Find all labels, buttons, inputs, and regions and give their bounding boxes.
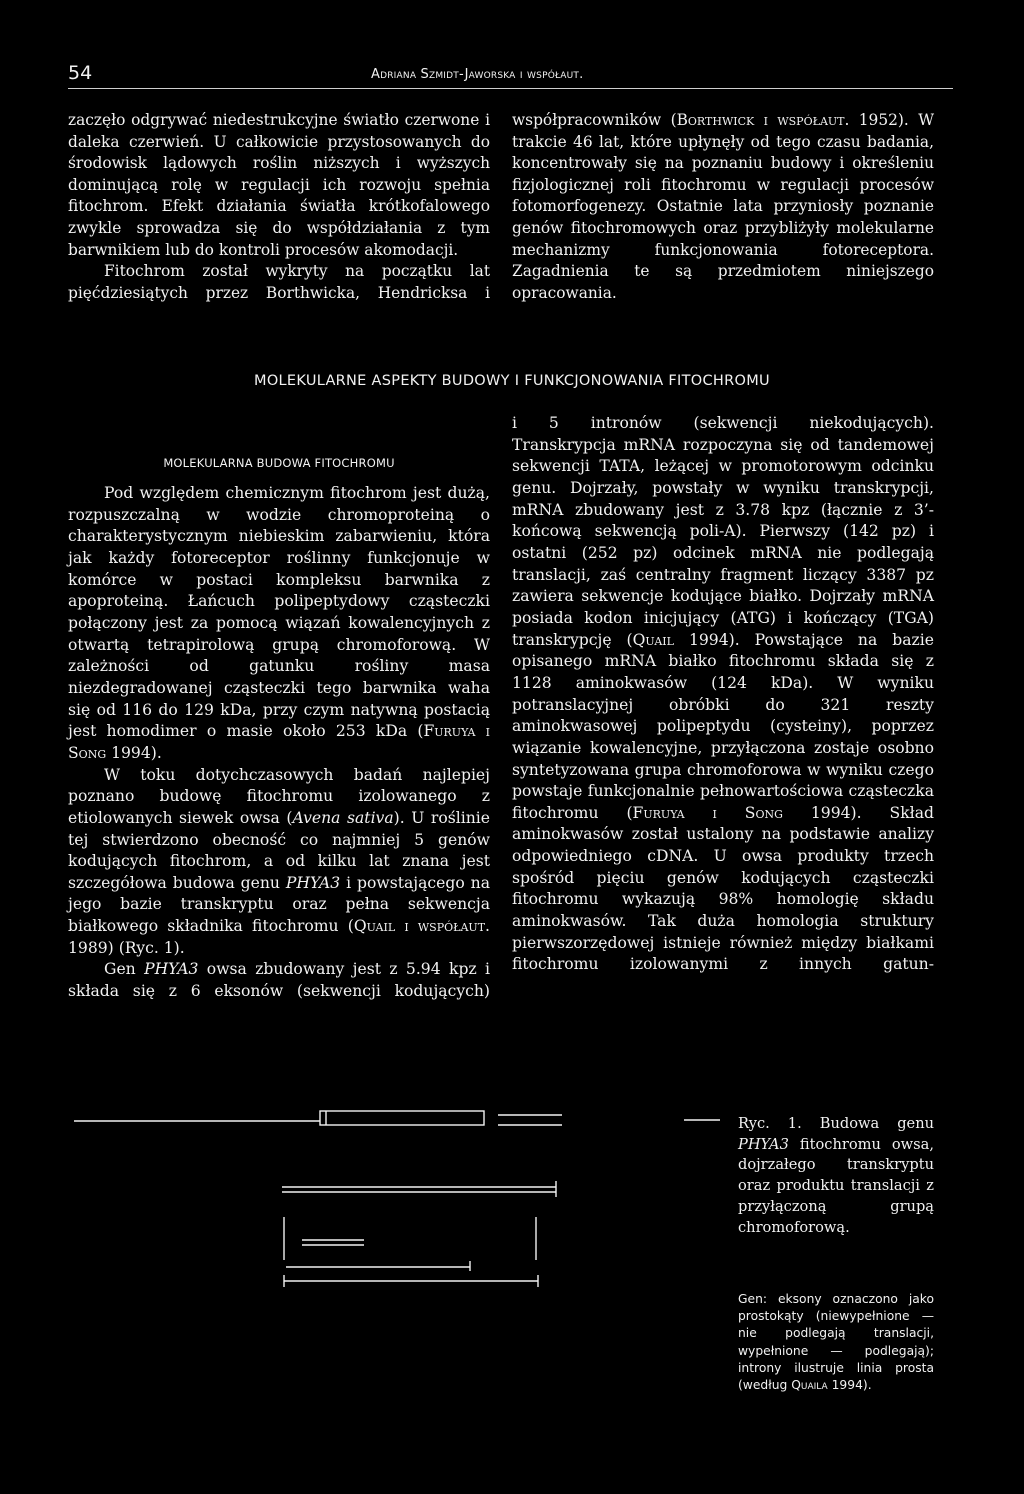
body-p2-text-b: ). U roślinie tej stwierdzono obecność co najmniej 5 genów kodujących fitochrom, a od kilku lat znana jest szczegółowa budowa genu: [68, 808, 490, 892]
running-head: Adriana Szmidt-Jaworska i współaut.: [371, 67, 584, 82]
intro-right-text-b: 1952). W trakcie 46 lat, które upłynęły od tego czasu badania, koncentrowały się na poznaniu budowy i określeniu fizjologicznej roli fitochromu w regulacji procesów fotomorfogenezy. Ostatnie lata przyniosły poznanie genów fitochromowych oraz przybliżyły molekularne mechanizmy funkcjonowania fotoreceptora. Zagadnienia te są przedmiotem niniejszego opracowania.: [512, 111, 935, 302]
body-paragraph-2: [68, 765, 490, 960]
caption-rest: fitochromu owsa, dojrzałego transkryptu oraz produktu translacji z przyłączoną grupą chromoforową.: [738, 1135, 934, 1236]
main-left-column: [68, 483, 490, 1003]
body-p2-text-a: W toku dotychczasowych badań najlepiej poznano budowę fitochromu izolowanego z etiolowanych siewek owsa (: [68, 765, 490, 827]
citation-quail: Quail i współaut.: [353, 917, 490, 936]
intro-right-text-a: współpracowników (: [512, 111, 677, 129]
body-right-text-a: i 5 intronów (sekwencji niekodujących). Transkrypcja mRNA rozpoczyna się od tandemowej sekwencji TATA, leżącej w promotorowym odcinku genu. Dojrzały, powstały w wyniku transkrypcji, mRNA zbudowany jest z 3.78 kpz (łącznie z 3’-końcową sekwencją poli-A). Pierwszy (142 pz) i ostatni (252 pz) odcinek mRNA nie podlegają translacji, zaś centralny fragment liczący 3387 pz zawiera sekwencje kodujące białko. Dojrzały mRNA posiada kodon inicjujący (ATG) i kończący (TGA) transkrypcję (: [512, 414, 934, 649]
header-rule: [68, 88, 953, 89]
caption-label: Ryc. 1. Budowa genu: [738, 1115, 934, 1132]
legend-text-b: 1994).: [827, 1378, 872, 1393]
gene-name-2: PHYA3: [144, 960, 199, 979]
body-p2-text-c: i powstającego na jego bazie transkryptu oraz pełna sekwencja białkowego składnika fitochromu (: [68, 873, 490, 936]
body-p1-text-b: 1994).: [106, 743, 162, 762]
page-number: 54: [68, 62, 93, 84]
body-p3-text-b: owsa zbudowany jest z 5.94 kpz i składa się z 6 eksonów (sekwencji kodujących): [68, 960, 490, 1001]
gene-name: PHYA3: [285, 873, 341, 892]
figure-caption: [738, 1114, 934, 1238]
legend-text-a: Gen: eksony oznaczono jako prostokąty (niewypełnione — nie podlegają translacji, wypełnione — podlegają); introny ilustruje linia prosta (według: [738, 1292, 934, 1393]
subsection-title: MOLEKULARNA BUDOWA FITOCHROMU: [163, 456, 395, 470]
citation-furuya-song: Furuya i Song: [68, 722, 491, 762]
gene-structure-figure: [60, 1085, 740, 1405]
caption-gene: PHYA3: [738, 1135, 789, 1153]
body-p1-text-a: Pod względem chemicznym fitochrom jest dużą, rozpuszczalną w wodzie chromoproteiną o charakterystycznym niebieskim zabarwieniu, która jak każdy fotoreceptor roślinny funkcjonuje w komórce w postaci kompleksu barwnika z apoproteiną. Łańcuch polipeptydowy cząsteczki połączony jest za pomocą wiązań kowalencyjnych z otwartą tetrapirolową grupą chromoforową. W zależności od gatunku rośliny masa niezdegradowanej cząsteczki tego barwnika waha się od 116 do 129 kDa, przy czym natywną postacią jest homodimer o masie około 253 kDa (: [68, 484, 490, 741]
intro-paragraph-2: Fitochrom został wykryty na początku lat pięćdziesiątych przez Borthwicka, Hendricksa i: [68, 262, 490, 302]
section-title: MOLEKULARNE ASPEKTY BUDOWY I FUNKCJONOWANIA FITOCHROMU: [254, 373, 770, 389]
citation-quail-2: Quail: [632, 630, 674, 649]
intro-right-paragraph: [512, 110, 934, 304]
intro-right-column: [512, 110, 934, 304]
body-paragraph-1: [68, 483, 490, 765]
figure-legend: [738, 1291, 934, 1394]
legend-citation: Quaila: [791, 1378, 828, 1393]
citation-furuya-song-2: Furuya i Song: [632, 803, 783, 822]
body-p3-text-a: Gen: [104, 960, 145, 979]
gene-exon-1: [320, 1111, 484, 1125]
body-paragraph-3: [68, 959, 490, 1002]
intro-left-column: [68, 110, 490, 304]
body-right-text-b: 1994). Powstające na bazie opisanego mRNA białko fitochromu składa się z 1128 aminokwasów (124 kDa). W wyniku potranslacyjnej obróbki do 321 reszty aminokwasowej polipeptydu (cysteiny), poprzez wiązanie kowalencyjne, przyłączona zostaje osobno syntetyzowana grupa chromoforowa w wyniku czego powstaje funkcjonalnie pełnowartościowa cząsteczka fitochromu (: [512, 630, 934, 822]
body-right-text-c: 1994). Skład aminokwasów został ustalony na podstawie analizy odpowiedniego cDNA. U owsa produkty trzech spośród pięciu genów kodujących cząsteczki fitochromu wykazują 98% homologię składu aminokwasów. Tak duża homologia struktury pierwszorzędowej istnieje również między białkami fitochromu izolowanymi z innych gatun-: [512, 803, 934, 974]
species-name: Avena sativa: [292, 808, 394, 827]
citation-borthwick: Borthwick i współaut.: [676, 111, 850, 129]
body-right-paragraph: [512, 413, 934, 976]
intro-paragraph-1: zaczęło odgrywać niedestrukcyjne światło czerwone i daleka czerwień. U całkowicie przystosowanych do środowisk lądowych roślin niższych i wyższych dominującą rolę w regulacji ich rozwoju spełnia fitochrom. Efekt działania światła krótkofalowego zwykle sprowadza się do współdziałania z tym barwnikiem lub do kontroli procesów akomodacji.: [68, 111, 490, 259]
body-p2-text-d: 1989) (Ryc. 1).: [68, 938, 185, 957]
main-right-column: [512, 413, 934, 976]
